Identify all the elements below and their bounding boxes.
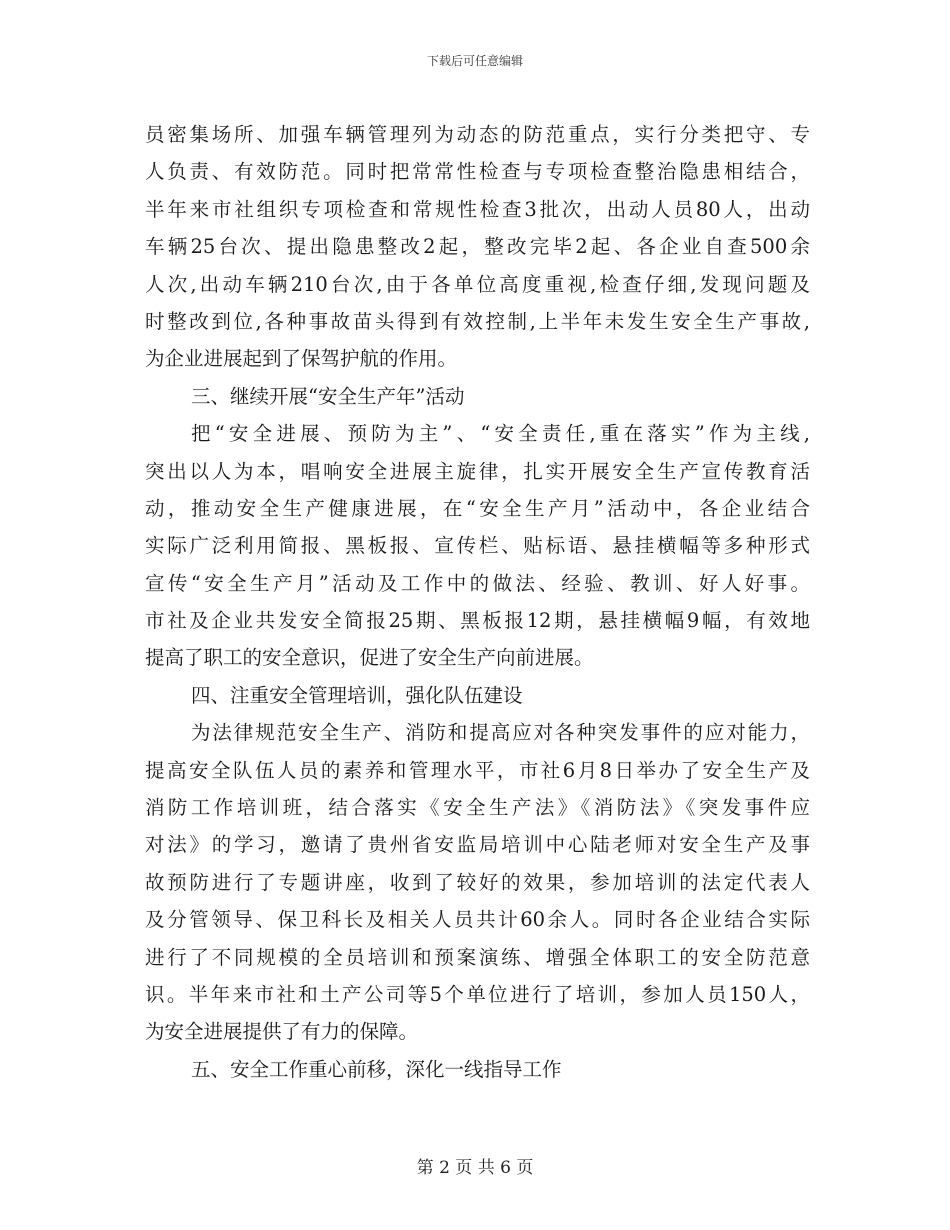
paragraph-line: 对法》的学习，邀请了贵州省安监局培训中心陆老师对安全生产及事 xyxy=(145,833,810,857)
section-heading: 四、注重安全管理培训，强化队伍建设 xyxy=(191,683,523,707)
paragraph-line: 为法律规范安全生产、消防和提高应对各种突发事件的应对能力， xyxy=(191,721,810,745)
document-body xyxy=(145,116,810,1088)
paragraph-line: 故预防进行了专题讲座，收到了较好的效果，参加培训的法定代表人 xyxy=(145,870,810,894)
paragraph-line: 车辆25台次、提出隐患整改2起，整改完毕2起、各企业自查500余 xyxy=(145,235,810,259)
paragraph-line: 把“安全进展、预防为主”、“安全责任,重在落实”作为主线, xyxy=(191,422,810,446)
paragraph-line: 动，推动安全生产健康进展，在“安全生产月”活动中，各企业结合 xyxy=(145,496,810,520)
paragraph-line: 为企业进展起到了保驾护航的作用。 xyxy=(145,347,458,371)
paragraph-line: 提高了职工的安全意识，促进了安全生产向前进展。 xyxy=(145,646,594,670)
paragraph-line: 人负责、有效防范。同时把常常性检查与专项检查整治隐患相结合， xyxy=(145,160,810,184)
paragraph-line: 宣传“安全生产月”活动及工作中的做法、经验、教训、好人好事。 xyxy=(145,571,810,595)
section-heading: 三、继续开展“安全生产年”活动 xyxy=(191,384,465,408)
paragraph-line: 人次,出动车辆210台次,由于各单位高度重视,检查仔细,发现问题及 xyxy=(145,272,810,296)
section-heading: 五、安全工作重心前移，深化一线指导工作 xyxy=(191,1057,562,1081)
paragraph-line: 市社及企业共发安全简报25期、黑板报12期，悬挂横幅9幅，有效地 xyxy=(145,609,810,633)
page-header: 下载后可任意编辑 xyxy=(426,54,523,68)
paragraph-line: 消防工作培训班，结合落实《安全生产法》《消防法》《突发事件应 xyxy=(145,796,810,820)
paragraph-line: 提高安全队伍人员的素养和管理水平，市社6月8日举办了安全生产及 xyxy=(145,758,810,782)
page-footer: 第 2 页 共 6 页 xyxy=(416,1158,534,1178)
paragraph-line: 半年来市社组织专项检查和常规性检查3批次，出动人员80人，出动 xyxy=(145,197,810,221)
paragraph-line: 进行了不同规模的全员培训和预案演练、增强全体职工的安全防范意 xyxy=(145,945,810,969)
paragraph-line: 及分管领导、保卫科长及相关人员共计60余人。同时各企业结合实际 xyxy=(145,908,810,932)
paragraph-line: 突出以人为本，唱响安全进展主旋律，扎实开展安全生产宣传教育活 xyxy=(145,459,810,483)
paragraph-line: 时整改到位,各种事故苗头得到有效控制,上半年未发生安全生产事故, xyxy=(145,309,810,333)
paragraph-line: 实际广泛利用简报、黑板报、宣传栏、贴标语、悬挂横幅等多种形式 xyxy=(145,534,810,558)
paragraph-line: 员密集场所、加强车辆管理列为动态的防范重点，实行分类把守、专 xyxy=(145,123,810,146)
paragraph-line: 识。半年来市社和土产公司等5个单位进行了培训，参加人员150人， xyxy=(145,982,810,1006)
paragraph-line: 为安全进展提供了有力的保障。 xyxy=(145,1020,419,1044)
